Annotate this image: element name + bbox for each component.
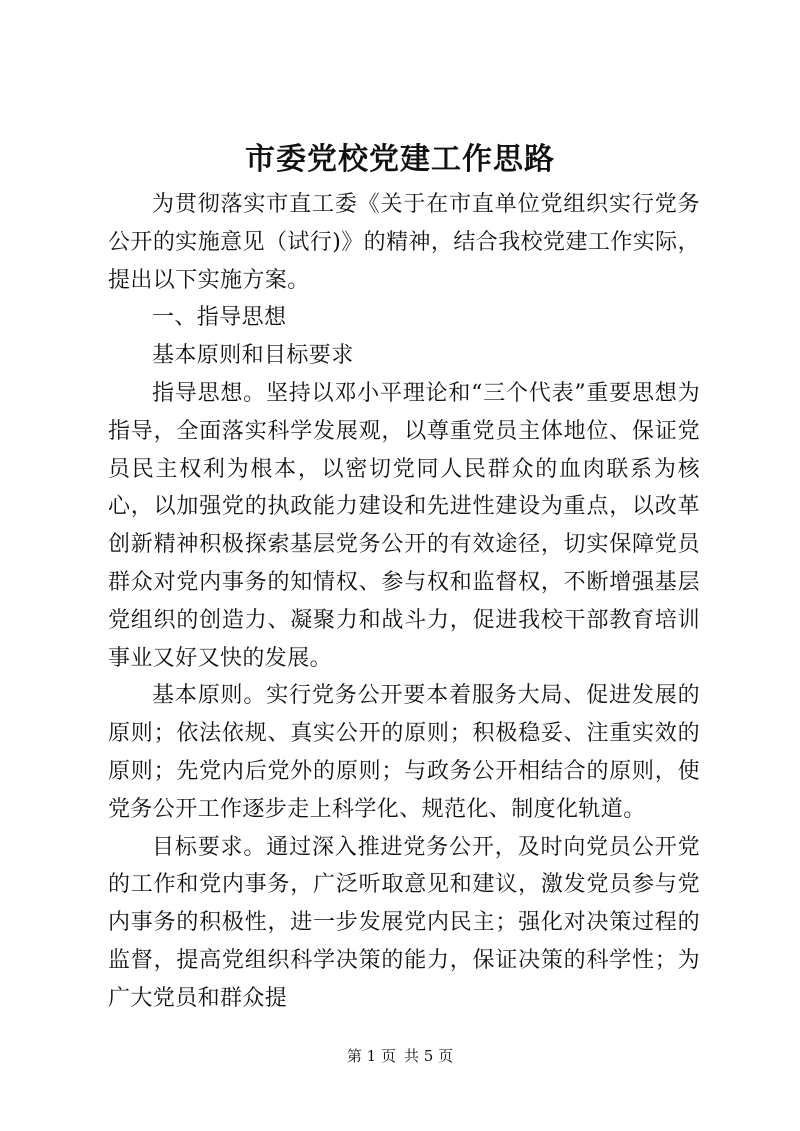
document-body (108, 186, 700, 1018)
paragraph-guiding-ideology: 指导思想。坚持以邓小平理论和“三个代表”重要思想为指导，全面落实科学发展观，以尊重党员主体地位、保证党员民主权利为根本，以密切党同人民群众的血肉联系为核心，以加强党的执政能力建设和先进性建设为重点，以改革创新精神积极探索基层党务公开的有效途径，切实保障党员群众对党内事务的知情权、参与权和监督权，不断增强基层党组织的创造力、凝聚力和战斗力，促进我校干部教育培训事业又好又快的发展。 (108, 380, 700, 671)
paragraph-intro: 为贯彻落实市直工委《关于在市直单位党组织实行党务公开的实施意见（试行)》的精神，结合我校党建工作实际，提出以下实施方案。 (108, 192, 700, 293)
page-footer (0, 1046, 800, 1066)
page-number: 第 1 页 (346, 1047, 396, 1065)
paragraph-basic-principles: 基本原则。实行党务公开要本着服务大局、促进发展的原则；依法依规、真实公开的原则；积极稳妥、注重实效的原则；先党内后党外的原则；与政务公开相结合的原则，使党务公开工作逐步走上科学化、规范化、制度化轨道。 (108, 683, 700, 822)
subheading-principles-goals: 基本原则和目标要求 (152, 343, 354, 369)
document-title: 市委党校党建工作思路 (245, 142, 555, 177)
paragraph-goals: 目标要求。通过深入推进党务公开，及时向党员公开党的工作和党内事务，广泛听取意见和建议，激发党员参与党内事务的积极性，进一步发展党内民主；强化对决策过程的监督，提高党组织科学决策的能力，保证决策的科学性；为广大党员和群众提 (108, 834, 700, 1011)
section-heading-guiding-ideology: 一、指导思想 (152, 305, 287, 331)
page-total: 共 5 页 (404, 1047, 454, 1065)
